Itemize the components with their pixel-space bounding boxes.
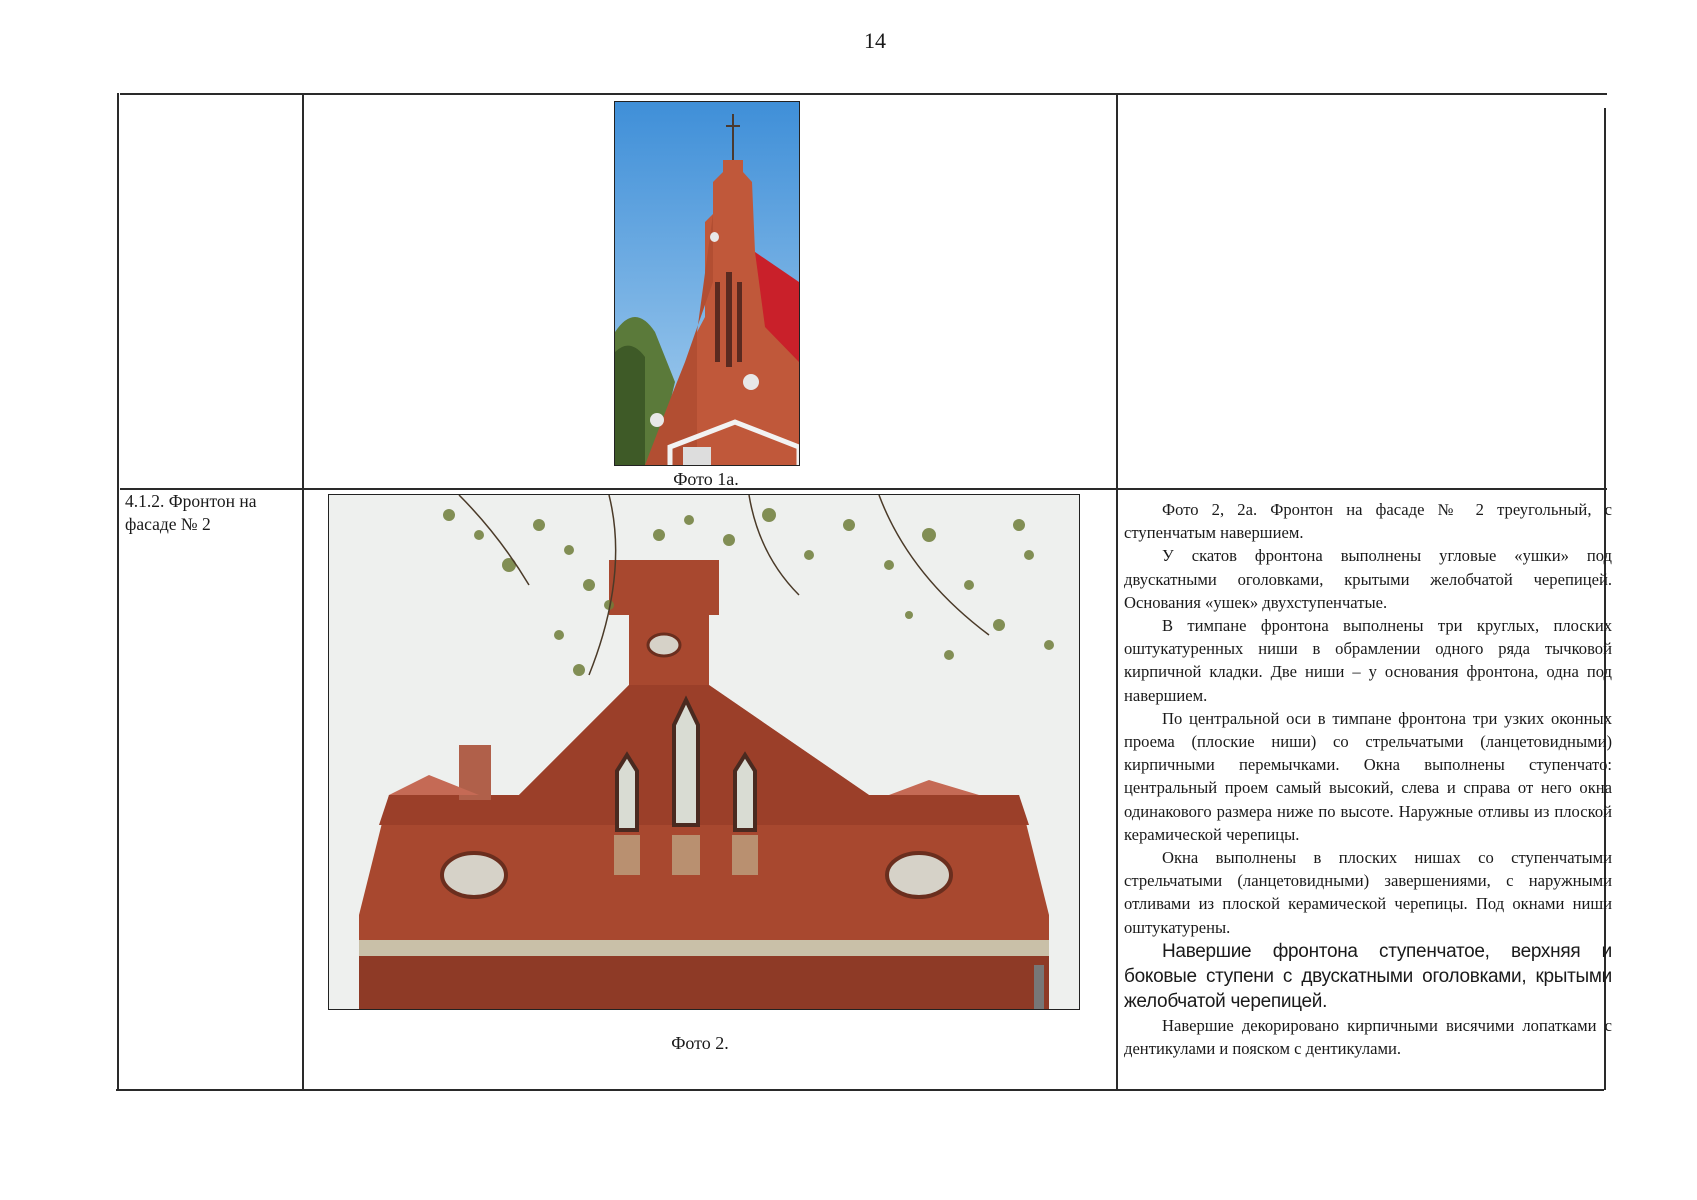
photo-1a-caption: Фото 1а.	[673, 469, 739, 489]
photo-2-caption: Фото 2.	[671, 1033, 729, 1053]
page-number: 14	[864, 28, 886, 53]
description-paragraph: По центральной оси в тимпане фронтона три узких оконных проема (плоские ниши) со стрельчатыми (ланцетовидными) кирпичными перемычками. Окна выполнены ступенчато: центральный проем самый высокий, слева и справа от него окна одинакового размера ниже по высоте. Наружные отливы из плоской керамической черепицы.	[1124, 708, 1612, 844]
photo-1a	[614, 101, 800, 466]
table-row-divider	[120, 488, 1607, 490]
section-label: 4.1.2. Фронтон на фасаде № 2	[125, 491, 257, 534]
description-paragraph: Навершие фронтона ступенчатое, верхняя и боковые ступени с двускатными оголовками, крытыми желобчатой черепицей.	[1124, 940, 1612, 1012]
description-paragraph: Фото 2, 2а. Фронтон на фасаде № 2 треугольный, с ступенчатым навершием.	[1124, 500, 1612, 543]
table-col-divider-2	[1116, 93, 1118, 1090]
description-paragraph: Окна выполнены в плоских нишах со ступенчатыми стрельчатыми (ланцетовидными) завершениями, с наружными отливами из плоской керамической черепицы. Под окнами ниши оштукатурены.	[1124, 848, 1612, 937]
photo-2	[328, 494, 1080, 1010]
table-border-top	[120, 93, 1607, 95]
table-border-bottom	[116, 1089, 1604, 1091]
table-col-divider-1	[302, 93, 304, 1090]
description-paragraph: У скатов фронтона выполнены угловые «ушки» под двускатными оголовками, крытыми желобчатой черепицей. Основания «ушек» двухступенчатые.	[1124, 546, 1612, 612]
table-border-left	[117, 93, 119, 1090]
description-text	[1124, 498, 1612, 1060]
description-paragraph: Навершие декорировано кирпичными висячими лопатками с дентикулами и пояском с дентикулами.	[1124, 1015, 1612, 1059]
description-paragraph: В тимпане фронтона выполнены три круглых, плоских оштукатуренных ниши в обрамлении одного ряда тычковой кирпичной кладки. Две ниши – у основания фронтона, одна под навершием.	[1124, 616, 1612, 705]
